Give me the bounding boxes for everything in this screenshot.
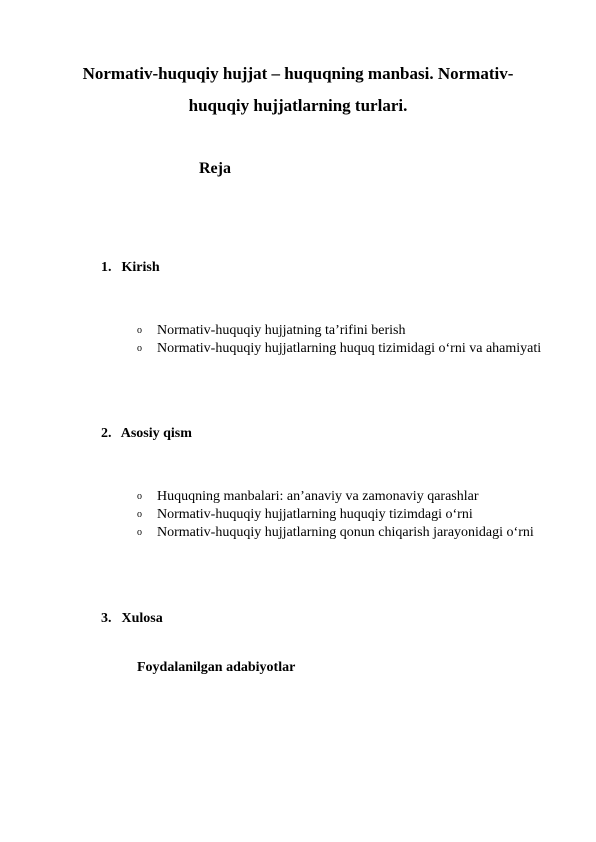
references-heading: Foydalanilgan adabiyotlar bbox=[137, 660, 296, 675]
circle-bullet-icon: o bbox=[137, 509, 142, 520]
section-1-bullet-list bbox=[137, 322, 557, 358]
circle-bullet-icon: o bbox=[137, 325, 142, 336]
section-number: 3. bbox=[101, 611, 112, 626]
circle-bullet-icon: o bbox=[137, 491, 142, 502]
section-label: Kirish bbox=[121, 260, 160, 275]
section-label: Xulosa bbox=[121, 611, 163, 626]
list-item bbox=[137, 340, 557, 358]
list-item bbox=[137, 506, 557, 524]
section-heading-kirish bbox=[101, 260, 160, 276]
section-label: Asosiy qism bbox=[120, 426, 192, 441]
section-2-bullet-list bbox=[137, 488, 557, 542]
list-item-text: Normativ-huquqiy hujjatlarning huquqiy tizimdagi o‘rni bbox=[157, 507, 473, 522]
list-item bbox=[137, 524, 557, 542]
list-item bbox=[137, 488, 557, 506]
section-heading-asosiy-qism bbox=[101, 426, 192, 442]
plan-heading: Reja bbox=[199, 160, 231, 177]
list-item-text: Normativ-huquqiy hujjatlarning qonun chiqarish jarayonidagi o‘rni bbox=[157, 525, 534, 540]
section-number: 2. bbox=[101, 426, 112, 441]
list-item bbox=[137, 322, 557, 340]
section-number: 1. bbox=[101, 260, 112, 275]
circle-bullet-icon: o bbox=[137, 343, 142, 354]
section-heading-xulosa bbox=[101, 611, 163, 627]
list-item-text: Normativ-huquqiy hujjatlarning huquq tizimidagi o‘rni va ahamiyati bbox=[157, 341, 542, 356]
circle-bullet-icon: o bbox=[137, 527, 142, 538]
list-item-text: Normativ-huquqiy hujjatning ta’rifini berish bbox=[157, 323, 406, 338]
list-item-text: Huquqning manbalari: an’anaviy va zamonaviy qarashlar bbox=[157, 489, 479, 504]
document-title: Normativ-huquqiy hujjat – huquqning manbasi. Normativ-huquqiy hujjatlarning turlari. bbox=[82, 64, 514, 115]
